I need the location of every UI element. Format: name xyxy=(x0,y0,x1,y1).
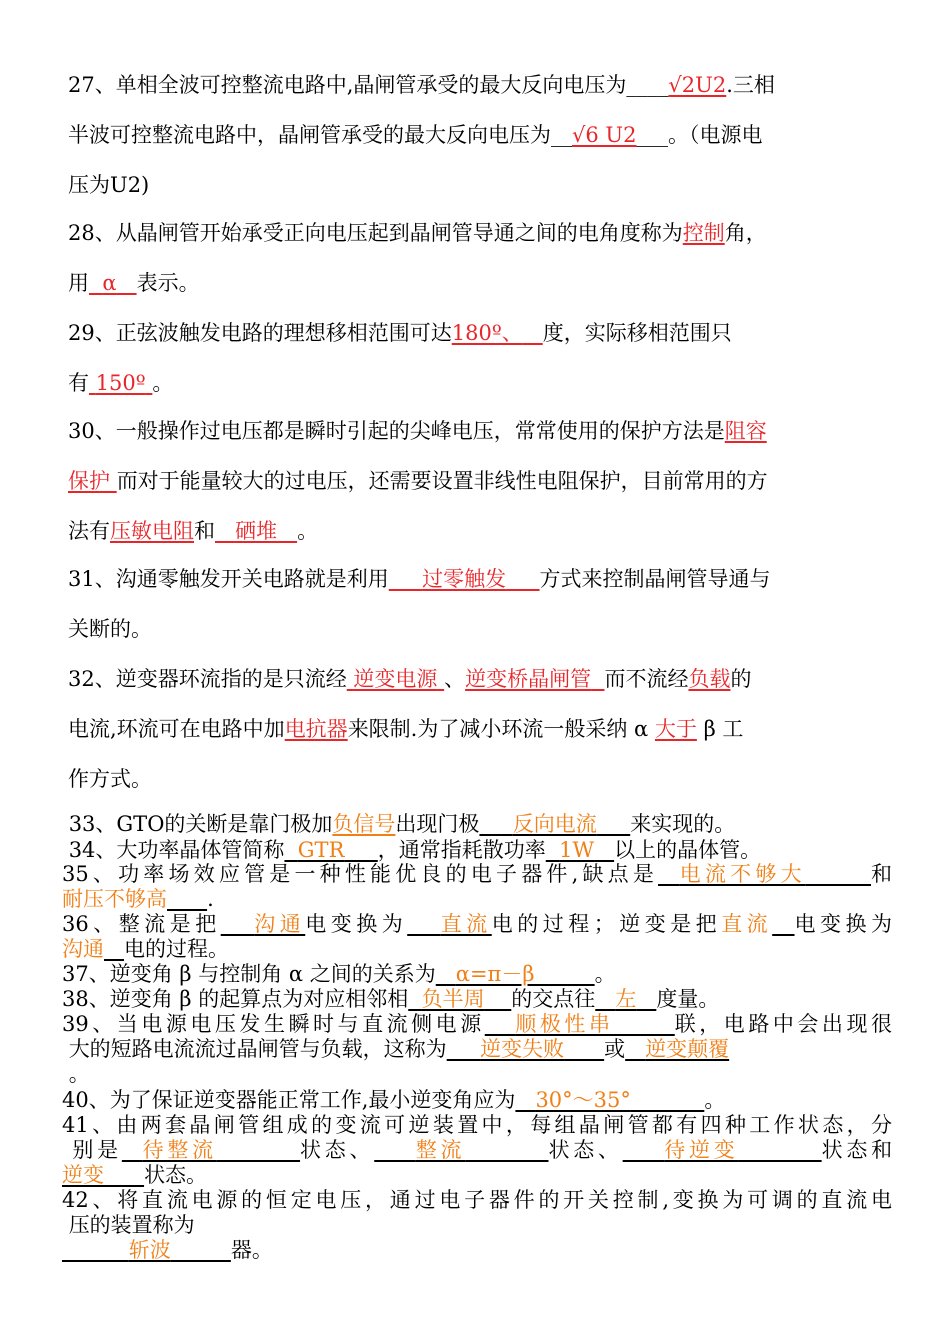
answer-blank: 整流 xyxy=(415,1138,466,1162)
answer-blank: 逆变失败 xyxy=(480,1037,565,1061)
question-38: 38、逆变角 β 的起算点为对应相邻相 负半周 的交点往 左 度量。 xyxy=(62,987,720,1011)
question-31 xyxy=(68,554,878,654)
question-27 xyxy=(68,60,878,210)
answer-blank: 待整流 xyxy=(142,1138,217,1162)
answer-blank: 控制 xyxy=(682,221,725,245)
answer-blank: 电流不够大 xyxy=(679,862,806,886)
question-31-line-2: 关断的。 xyxy=(68,617,152,641)
answer-blank: 逆变颠覆 xyxy=(645,1037,730,1061)
answer-blank: 待逆变 xyxy=(664,1138,739,1162)
answer-blank: 沟通 xyxy=(254,912,306,936)
question-36: 36、整流是把 沟通电变换为 直流电的过程；逆变是把直流 电变换为 沟通 电的过程。 xyxy=(62,912,893,961)
answer-blank: 压敏电阻 xyxy=(110,519,194,543)
question-29-line-1: 29、正弦波触发电路的理想移相范围可达180º、 度，实际移相范围只 xyxy=(68,321,732,345)
answer-blank: 大于 xyxy=(654,717,697,741)
answer-blank: 阻容 xyxy=(724,419,767,443)
question-30-line-1: 30、一般操作过电压都是瞬时引起的尖峰电压，常常使用的保护方法是阻容 xyxy=(68,419,767,443)
question-29-line-2: 有 150º 。 xyxy=(68,371,174,395)
question-30-line-2: 保护 而对于能量较大的过电压，还需要设置非线性电阻保护，目前常用的方 xyxy=(68,469,768,493)
question-32 xyxy=(68,654,878,804)
answer-blank: 反向电流 xyxy=(512,812,597,836)
answer-blank: 逆变 xyxy=(62,1163,104,1187)
question-42: 42、将直流电源的恒定电压，通过电子器件的开关控制,变换为可调的直流电 压的装置称为 斩波 器。 xyxy=(62,1188,892,1262)
answer-blank: 保护 xyxy=(68,469,110,493)
answer-blank: 顺极性串 xyxy=(515,1012,614,1036)
question-27-line-1: 27、单相全波可控整流电路中,晶闸管承受的最大反向电压为____√2U2.三相 xyxy=(68,73,775,97)
answer-blank: 直流 xyxy=(440,912,492,936)
answer-blank: 负半周 xyxy=(421,987,485,1011)
question-28-line-2: 用 α 表示。 xyxy=(68,271,200,295)
answer-blank: 负载 xyxy=(688,667,731,691)
question-30-line-3: 法有压敏电阻和 硒堆 。 xyxy=(68,519,319,543)
answer-blank: 沟通 xyxy=(62,937,104,961)
question-37: 37、逆变角 β 与控制角 α 之间的关系为 α=π－β 。 xyxy=(62,962,616,986)
answer-blank: 左 xyxy=(615,987,637,1011)
question-40: 40、为了保证逆变器能正常工作,最小逆变角应为 30°～35° 。 xyxy=(62,1088,726,1112)
question-35: 35、功率场效应管是一种性能优良的电子器件,缺点是 电流不够大 和 耐压不够高 . xyxy=(62,862,892,911)
question-28-line-1: 28、从晶闸管开始承受正向电压起到晶闸管导通之间的电角度称为控制角， xyxy=(68,221,767,245)
answer-blank: 150º xyxy=(95,371,146,395)
answer-blank: 30°～35° xyxy=(535,1088,631,1112)
question-27-line-2: 半波可控整流电路中，晶闸管承受的最大反向电压为__√6 U2___。（电源电 xyxy=(68,123,763,147)
answer-blank: α=π－β xyxy=(455,962,535,986)
answer-blank: 硒堆 xyxy=(235,519,278,543)
question-30 xyxy=(68,406,878,556)
question-27-line-3: 压为U2) xyxy=(68,173,150,197)
answer-blank: 逆变桥晶闸管 xyxy=(465,667,592,691)
answer-blank: √6 U2 xyxy=(572,123,637,147)
question-31-line-1: 31、沟通零触发开关电路就是利用 过零触发 方式来控制晶闸管导通与 xyxy=(68,567,771,591)
answer-blank: 负信号 xyxy=(332,812,396,836)
answer-blank: 直流 xyxy=(721,912,773,936)
question-29 xyxy=(68,308,878,408)
answer-blank: 耐压不够高 xyxy=(62,887,167,911)
answer-blank: α xyxy=(102,271,117,295)
answer-blank: GTR xyxy=(297,838,345,862)
answer-blank: 过零触发 xyxy=(422,567,507,591)
answer-blank: √2U2 xyxy=(668,73,727,97)
question-33: 33、GTO的关断是靠门极加负信号出现门极 反向电流 来实现的。 xyxy=(68,812,736,836)
answer-blank: 180º、 xyxy=(451,321,523,345)
answer-blank: 斩波 xyxy=(128,1238,171,1262)
question-34: 34、大功率晶体管简称 GTR ，通常指耗散功率 1W 以上的晶体管。 xyxy=(68,838,762,862)
question-32-line-1: 32、逆变器环流指的是只流经 逆变电源 、逆变桥晶闸管 而不流经负载的 xyxy=(68,667,752,691)
question-28 xyxy=(68,208,878,308)
answer-blank: 1W xyxy=(559,838,595,862)
answer-blank: 逆变电源 xyxy=(353,667,438,691)
question-39: 39、当电源电压发生瞬时与直流侧电源 顺极性串 联，电路中会出现很 大的短路电流流过晶闸管与负载，这称为 逆变失败 或 逆变颠覆 。 xyxy=(62,1012,892,1086)
question-41: 41、由两套晶闸管组成的变流可逆装置中，每组晶闸管都有四种工作状态，分 别是 待整流 状态、 整流 状态、 待逆变 状态和 逆变 状态。 xyxy=(62,1113,893,1187)
answer-blank: 电抗器 xyxy=(284,717,348,741)
question-32-line-3: 作方式。 xyxy=(68,767,152,791)
question-32-line-2: 电流,环流可在电路中加电抗器来限制.为了减小环流一般采纳 α 大于 β 工 xyxy=(68,717,744,741)
